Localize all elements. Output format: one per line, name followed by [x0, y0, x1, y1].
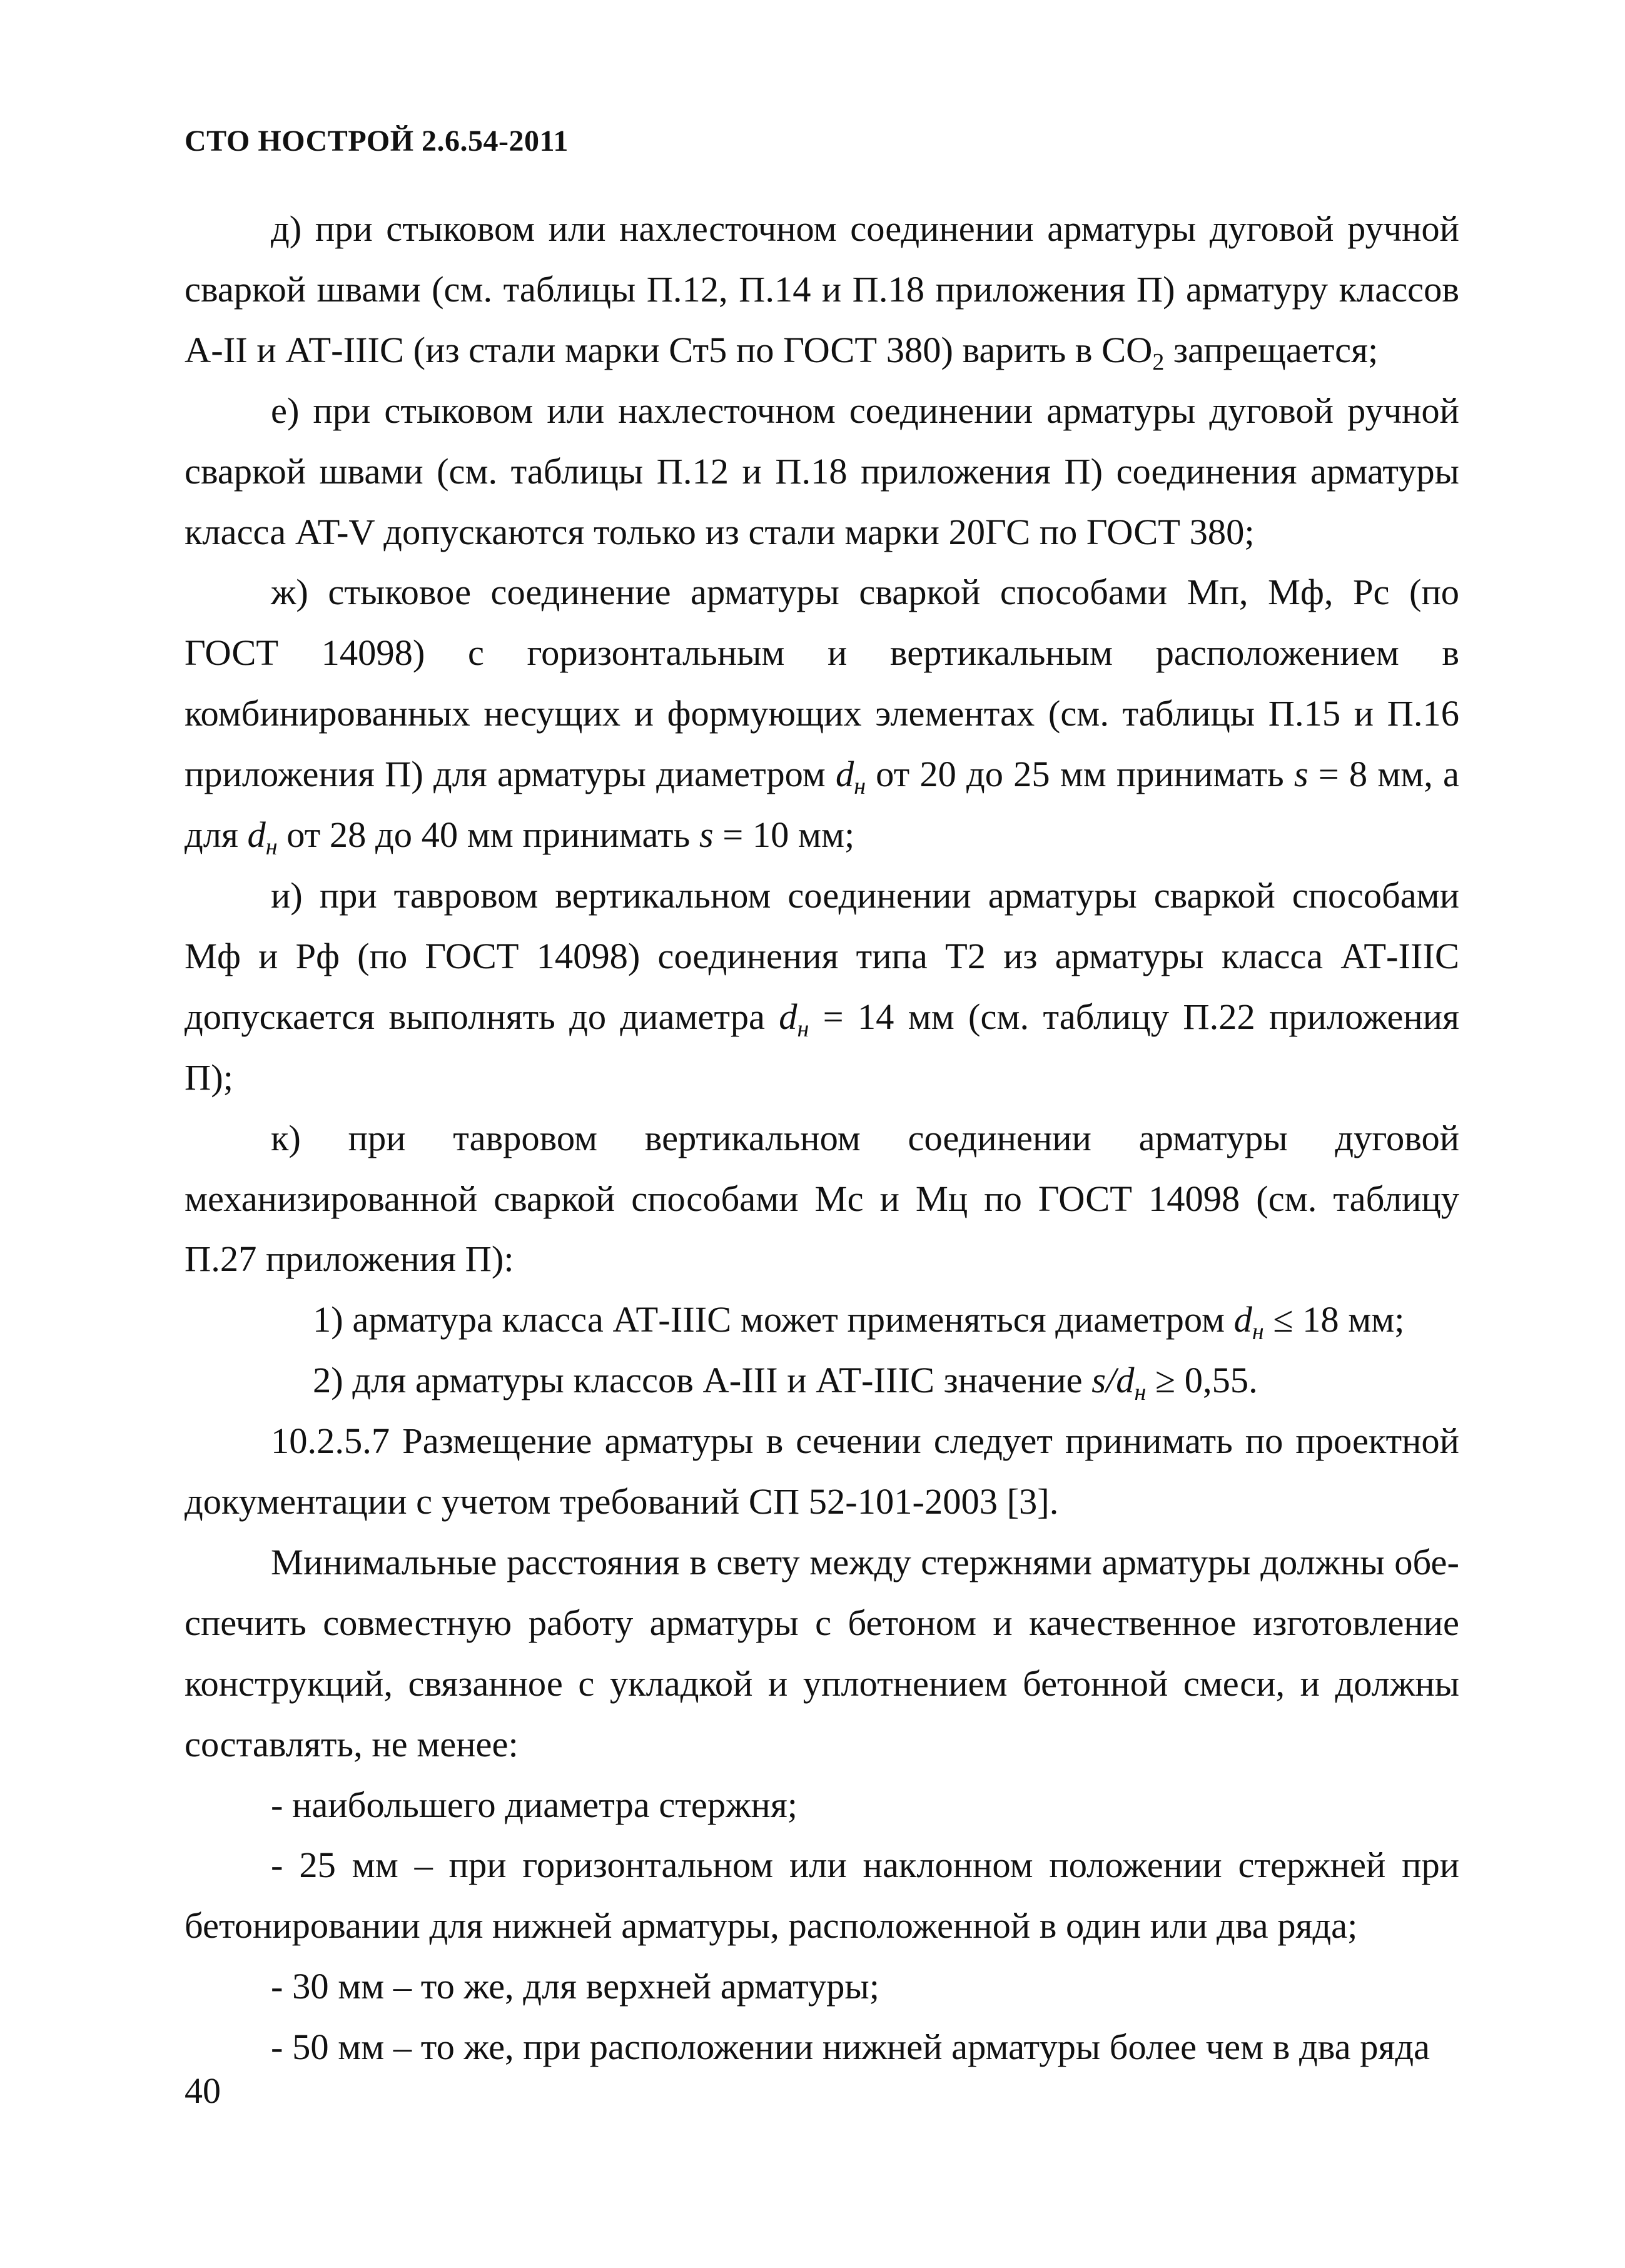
paragraph-zh: ж) стыковое соединение арматуры сваркой способами Мп, Мф, Рс (по ГОСТ 14098) с горизонтальным и вертикальным расположением в комбинированных несущих и формующих элементах (см. таблицы П.15 и П.16 приложения П) для арматуры диаметром $d_н$ от 20 до 25 мм принимать s = 8 мм, а для $d_н$ от 28 до 40 мм принимать s = 10 мм;	[185, 572, 1460, 861]
page-number: 40	[185, 2070, 221, 2111]
paragraph-k: к) при тавровом вертикальном соединении арматуры дуговой механизированной сваркой способами Мс и Мц по ГОСТ 14098 (см. таблицу П.27 приложения П):	[185, 1117, 1459, 1280]
list-item: - 30 мм – то же, для верхней арматуры;	[271, 1966, 879, 2007]
document-header: СТО НОСТРОЙ 2.6.54-2011	[185, 124, 569, 158]
list-item: - 50 мм – то же, при расположении нижней арматуры более чем в два ряда	[271, 2027, 1430, 2068]
list-item: - 25 мм – при горизонтальном или наклонном положении стержней при бетонировании для нижней арматуры, расположенной в один или два ряда;	[185, 1845, 1459, 1947]
paragraph-e: е) при стыковом или нахлесточном соединении арматуры дуговой ручной сваркой швами (см. таблицы П.12 и П.18 приложения П) соединения арматуры класса AT-V допускаются только из стали марки 20ГС по ГОСТ 380;	[185, 390, 1459, 552]
paragraph-k2: 2) для арматуры классов А-III и АТ-IIIС значение $s/d_н \ge 0,55$.	[313, 1360, 1258, 1406]
paragraph-10-2-5-7: 10.2.5.7 Размещение арматуры в сечении следует принимать по проектной документации с учетом требований СП 52-101-2003 [3].	[185, 1420, 1459, 1522]
paragraph-d: д) при стыковом или нахлесточном соединении арматуры дуговой ручной сваркой швами (см. таблицы П.12, П.14 и П.18 приложения П) арматуру классов А-II и АТ-IIIС (из стали марки Ст5 по ГОСТ 380) варить в $СО_2$ запрещается;	[185, 208, 1459, 375]
list-item: - наибольшего диаметра стержня;	[271, 1784, 797, 1825]
document-page	[185, 0, 1459, 2268]
paragraph-min-distances: Минимальные расстояния в свету между стержнями арматуры должны обеспечить совместную работу арматуры с бетоном и качественное изготовление конструкций, связанное с укладкой и уплотнением бетонной смеси, и должны составлять, не менее:	[185, 1541, 1459, 1764]
paragraph-k1: 1) арматура класса АТ-IIIС может применяться диаметром $d_н \le 18$ мм;	[313, 1299, 1405, 1345]
document-body	[185, 199, 1459, 2078]
paragraph-i: и) при тавровом вертикальном соединении арматуры сваркой способами Мф и Рф (по ГОСТ 14098) соединения типа Т2 из арматуры класса АТ-IIIС допускается выполнять до диаметра $d_н = 14$ мм (см. таблицу П.22 приложения П);	[185, 874, 1459, 1098]
